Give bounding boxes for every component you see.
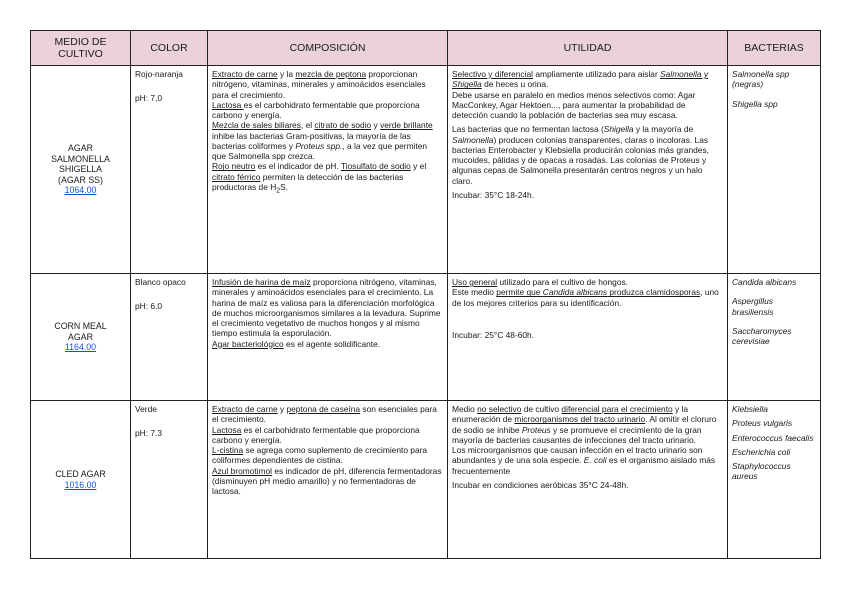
composicion-paragraph: Mezcla de sales biliares, el citrato de sodio y verde brillante inhibe las bacterias Gram-positivas, la mayoría de las bacterias coliformes y Proteus spp., a la vez que permiten que Salmonella spp crezca. — [212, 120, 433, 161]
color-cell — [131, 401, 208, 559]
medio-code-link[interactable]: 1164.00 — [64, 342, 97, 353]
table-row — [31, 401, 821, 559]
bacteria-item: Shigella spp — [732, 98, 778, 109]
medio-code-link[interactable]: 1064.00 — [64, 185, 97, 196]
medio-name-line: SALMONELLA — [51, 153, 110, 164]
composicion-paragraph: L-cistina se agrega como suplemento de crecimiento para coliformes dependientes de cistina. — [212, 445, 428, 466]
composicion-cell — [208, 274, 448, 401]
medio-name-line: AGAR — [68, 143, 93, 154]
table-row — [31, 274, 821, 401]
composicion-paragraph: Lactosa es el carbohidrato fermentable que proporciona carbono y energía. — [212, 424, 420, 445]
bacteria-item: Aspergillus brasiliensis — [732, 296, 774, 317]
header-bacterias: BACTERIAS — [728, 31, 821, 66]
medio-name-line: AGAR — [68, 331, 93, 342]
utilidad-paragraph: Medio no selectivo de cultivo diferencial para el crecimiento y la enumeración de microorganismos del tracto urinario. Al omitir el cloruro de sodio se inhibe Proteus y se promueve el crecimiento de la gran mayoría de bacterias causantes de infecciones del tracto urinario. — [452, 404, 717, 445]
utilidad-paragraph: Este medio permite que Candida albicans produzca clamidosporas, uno de los mejores criterios para su identificación. — [452, 287, 719, 308]
composicion-cell — [208, 401, 448, 559]
utilidad-paragraph: Las bacterias que no fermentan lactosa (Shigella y la mayoría de Salmonella) producen colonias transparentes, claras o incoloras. Las bacterias Enterobacter y Klebsiella producirán colonias más grandes, mucoides, pálidas y de opacas a rosadas. Las colonias de Proteus y algunas cepas de Salmonella presentarán centros negros y un halo claro. — [452, 124, 709, 186]
bacteria-item: Staphylococcus aureus — [732, 461, 791, 482]
composicion-paragraph: Agar bacteriológico es el agente solidificante. — [212, 338, 381, 349]
ph-value: pH: 7,0 — [135, 93, 163, 104]
header-utilidad: UTILIDAD — [448, 31, 728, 66]
bacterias-cell — [728, 66, 821, 274]
medio-name-line: CORN MEAL — [54, 321, 107, 332]
table-row — [31, 66, 821, 274]
utilidad-cell — [448, 274, 728, 401]
color-value: Blanco opaco — [135, 277, 186, 287]
composicion-paragraph: Infusión de harina de maíz proporciona nitrógeno, vitaminas, minerales y aminoácidos esenciales para el crecimiento. La harina de maíz es valiosa para la diferenciación morfológica de muchos microorganismos similares a la levadura. Suprime el crecimiento vegetativo de muchos hongos y al mismo tiempo estimula la esporulación. — [212, 277, 441, 339]
color-cell — [131, 66, 208, 274]
header-color: COLOR — [131, 31, 208, 66]
bacteria-item: Proteus vulgaris — [732, 418, 793, 429]
bacteria-item: Escherichia coli — [732, 446, 791, 457]
header-composicion: COMPOSICIÓN — [208, 31, 448, 66]
composicion-paragraph: Extracto de carne y peptona de caseína son esenciales para el crecimiento. — [212, 404, 437, 425]
incubation-text: Incubar: 35°C 18-24h. — [452, 189, 535, 200]
bacteria-item: Saccharomyces cerevisiae — [732, 325, 792, 346]
composicion-paragraph: Rojo neutro es el indicador de pH. Tiosulfato de sodio y el citrato férrico permiten la detección de las bacterias productoras de $H_2S$. — [212, 161, 427, 195]
composicion-paragraph: Lactosa es el carbohidrato fermentable que proporciona carbono y energía. — [212, 99, 420, 120]
incubation-text: Incubar: 25°C 48-60h. — [452, 329, 535, 340]
composicion-paragraph: Azul bromotimol es indicador de pH, diferencia fermentadoras (disminuyen pH medio amarillo) y no fermentadoras de lactosa. — [212, 465, 442, 496]
medio-name-line: (AGAR SS) — [58, 174, 103, 185]
bacterias-cell — [728, 401, 821, 559]
bacteria-item: Enterococcus faecalis — [732, 432, 814, 443]
medio-name-line: CLED AGAR — [55, 468, 106, 479]
bacteria-item: Salmonella spp (negras) — [732, 69, 790, 90]
medio-cell — [31, 66, 131, 274]
color-cell — [131, 274, 208, 401]
color-value: Rojo-naranja — [135, 69, 183, 79]
header-medio: MEDIO DE CULTIVO — [31, 31, 131, 66]
utilidad-paragraph: Selectivo y diferencial ampliamente utilizado para aislar Salmonella y Shigella de heces u orina. — [452, 69, 709, 90]
bacteria-item: Candida albicans — [732, 277, 797, 287]
culture-media-table — [30, 30, 821, 559]
medio-cell — [31, 401, 131, 559]
bacterias-cell — [728, 274, 821, 401]
ph-value: pH: 6.0 — [135, 301, 163, 312]
bacteria-item: Klebsiella — [732, 404, 768, 414]
medio-name-line: SHIGELLA — [58, 164, 103, 175]
utilidad-cell — [448, 66, 728, 274]
composicion-paragraph: Extracto de carne y la mezcla de peptona proporcionan nitrógeno, vitaminas, minerales y aminoácidos esenciales para el crecimiento. — [212, 69, 426, 100]
medio-cell — [31, 274, 131, 401]
medio-code-link[interactable]: 1016.00 — [64, 479, 97, 490]
composicion-cell — [208, 66, 448, 274]
incubation-text: Incubar en condiciones aeróbicas 35°C 24-48h. — [452, 479, 629, 490]
utilidad-paragraph: Debe usarse en paralelo en medios menos selectivos como: Agar MacConkey, Agar Hektoen..., para aumentar la probabilidad de detección cuando la población de bacterias sea muy escasa. — [452, 89, 696, 120]
utilidad-paragraph: Los microorganismos que causan infección en el tracto urinario son abundantes y de una sola especie. E. coli es el organismo aislado más frecuentemente — [452, 445, 716, 476]
utilidad-cell — [448, 401, 728, 559]
header-row — [31, 31, 821, 66]
utilidad-paragraph: Uso general utilizado para el cultivo de hongos. — [452, 277, 628, 287]
ph-value: pH: 7.3 — [135, 428, 163, 439]
color-value: Verde — [135, 404, 157, 414]
